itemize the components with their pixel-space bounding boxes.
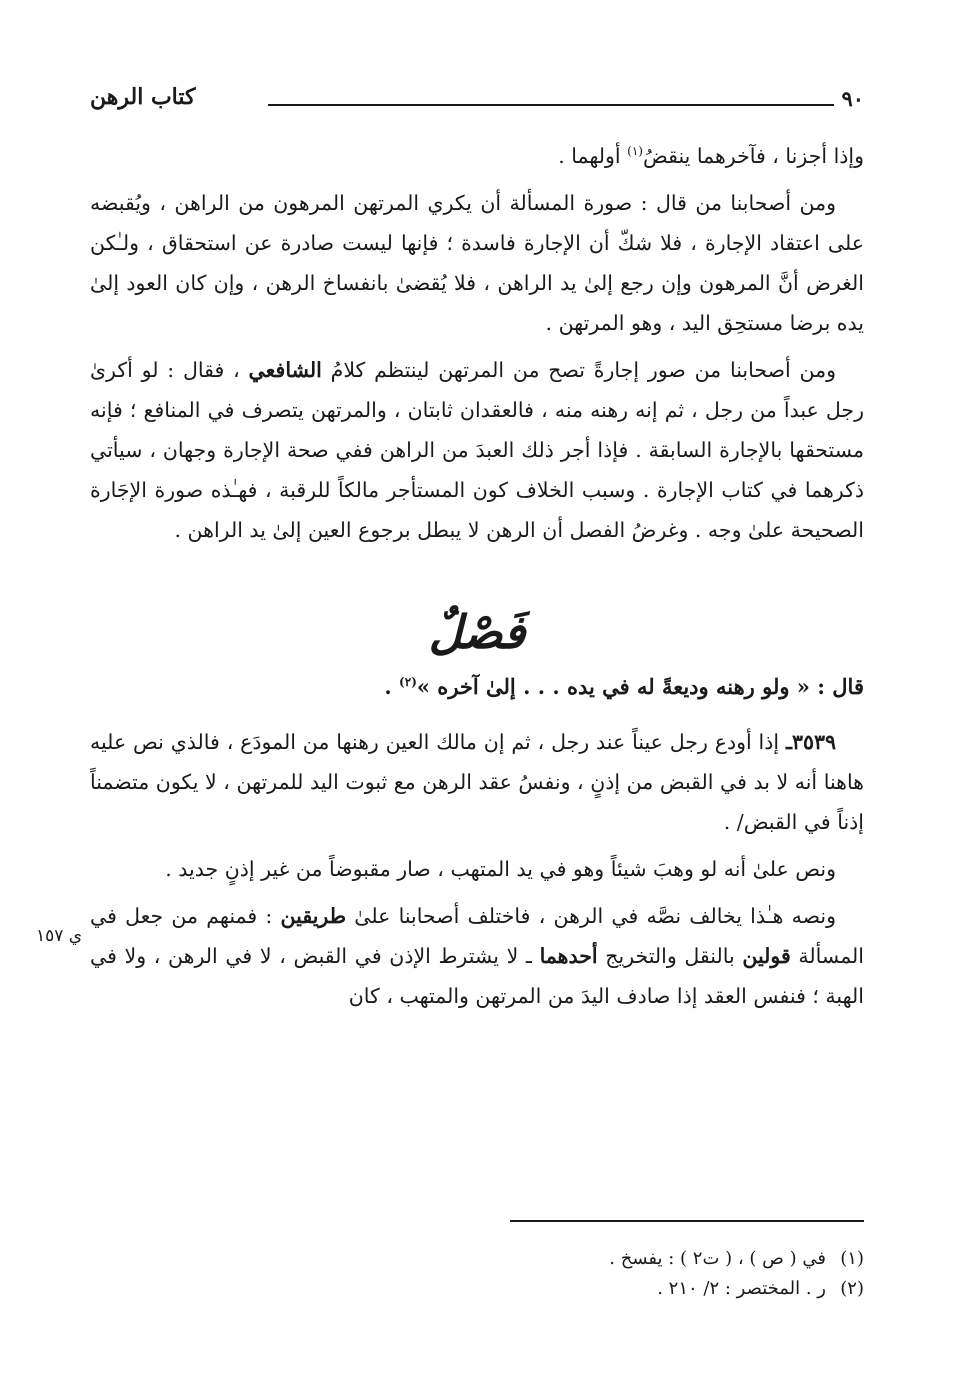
quoted-text-end: .	[384, 674, 400, 699]
footnote-ref-1: (١)	[627, 144, 643, 159]
paragraph-6-text-c: بالنقل والتخريج	[597, 944, 743, 968]
paragraph-2: ومن أصحابنا من قال : صورة المسألة أن يكري المرتهن المرهون من الراهن ، ويُقبضه على اعتقاد الإجارة ، فلا شكّ أن الإجارة فاسدة ؛ فإنها ليست صادرة عن استحقاق ، ولـٰكن الغرض أنَّ المرهون وإن رجع إلىٰ يد الراهن ، فلا يُقضىٰ بانفساخ الرهن ، وإن كان العود إلىٰ يده برضا مستحِق اليد ، وهو المرتهن .	[90, 191, 864, 335]
paragraph-6-bold-3: أحدهما	[539, 944, 598, 968]
footnote-rule	[510, 1220, 864, 1222]
paragraph-3-text-a: ومن أصحابنا من صور إجارةً تصح من المرتهن لينتظم كلامُ	[321, 358, 836, 382]
footnote-2-mark: (٢)	[840, 1278, 864, 1299]
book-title: كتاب الرهن	[90, 84, 196, 110]
paragraph-1-text-b: أولهما .	[558, 144, 628, 168]
footnotes	[90, 1244, 864, 1304]
paragraph-6-text-d: ـ لا يشترط الإذن في القبض ، لا في الرهن ، ولا في الهبة ؛ فنفس العقد إذا صادف اليدَ من المرتهن والمتهب ، كان	[90, 944, 864, 1008]
paragraph-3-text-b: ، فقال : لو أكرىٰ رجل عبداً من رجل ، ثم إنه رهنه منه ، فالعقدان ثابتان ، والمرتهن يتصرف في المنافع ؛ فإنه مستحقها بالإجارة السابقة . فإذا أجر ذلك العبدَ من الراهن ففي صحة الإجارة وجهان ، سيأتي ذكرهما في كتاب الإجارة . وسبب الخلاف كون المستأجر مالكاً للرقبة ، فهـٰذه صورة الإجَارة الصحيحة علىٰ وجه . وغرضُ الفصل أن الرهن لا يبطل برجوع العين إلىٰ يد الراهن .	[90, 358, 864, 542]
header-rule	[268, 104, 834, 106]
quoted-text-line	[90, 666, 864, 708]
paragraph-4	[90, 722, 864, 842]
footnote-1-text: في ( ص ) ، ( ت٢ ) : يفسخ .	[609, 1248, 826, 1269]
section-heading: فَصْلٌ	[428, 605, 526, 659]
page-number: ٩٠	[841, 86, 864, 111]
paragraph-3-bold: الشافعي	[248, 358, 322, 382]
footnote-ref-2: (٢)	[399, 675, 417, 689]
paragraph-6	[90, 896, 864, 1016]
footnote-2	[90, 1274, 864, 1304]
paragraph-6-text-b: : فمنهم من جعل في المسألة	[90, 904, 864, 968]
quoted-text: قال : « ولو رهنه وديعةً له في يده . . . إلىٰ آخره »	[416, 674, 864, 699]
paragraph-4-text: إذا أودع رجل عيناً عند رجل ، ثم إن مالك العين رهنها من المودَع ، فالذي نص عليه هاهنا أنه لا بد في القبض من إذنٍ ، ونفسُ عقد الرهن مع ثبوت اليد للمرتهن ، لا يكون متضمناً إذناً في القبض/ .	[90, 730, 864, 834]
footnote-1	[90, 1244, 864, 1274]
page-header	[90, 82, 864, 122]
paragraph-5: ونص علىٰ أنه لو وهبَ شيئاً وهو في يد المتهب ، صار مقبوضاً من غير إذنٍ جديد .	[165, 857, 836, 881]
paragraph-3	[90, 350, 864, 550]
footnote-2-text: ر . المختصر : ٢/ ٢١٠ .	[657, 1278, 826, 1299]
footnote-1-mark: (١)	[840, 1248, 864, 1269]
body-text	[90, 136, 864, 1023]
paragraph-6-bold-2: قولين	[742, 944, 791, 968]
paragraph-6-text-a: ونصه هـٰذا يخالف نصَّه في الرهن ، فاختلف أصحابنا علىٰ	[346, 904, 837, 928]
margin-reference: ي ١٥٧	[36, 926, 83, 946]
paragraph-1-text-a: وإذا أجزنا ، فآخرهما ينقضُ	[642, 144, 864, 168]
paragraph-1	[90, 136, 864, 176]
paragraph-6-bold-1: طريقين	[280, 904, 347, 928]
paragraph-number: ٣٥٣٩ـ	[785, 730, 836, 754]
